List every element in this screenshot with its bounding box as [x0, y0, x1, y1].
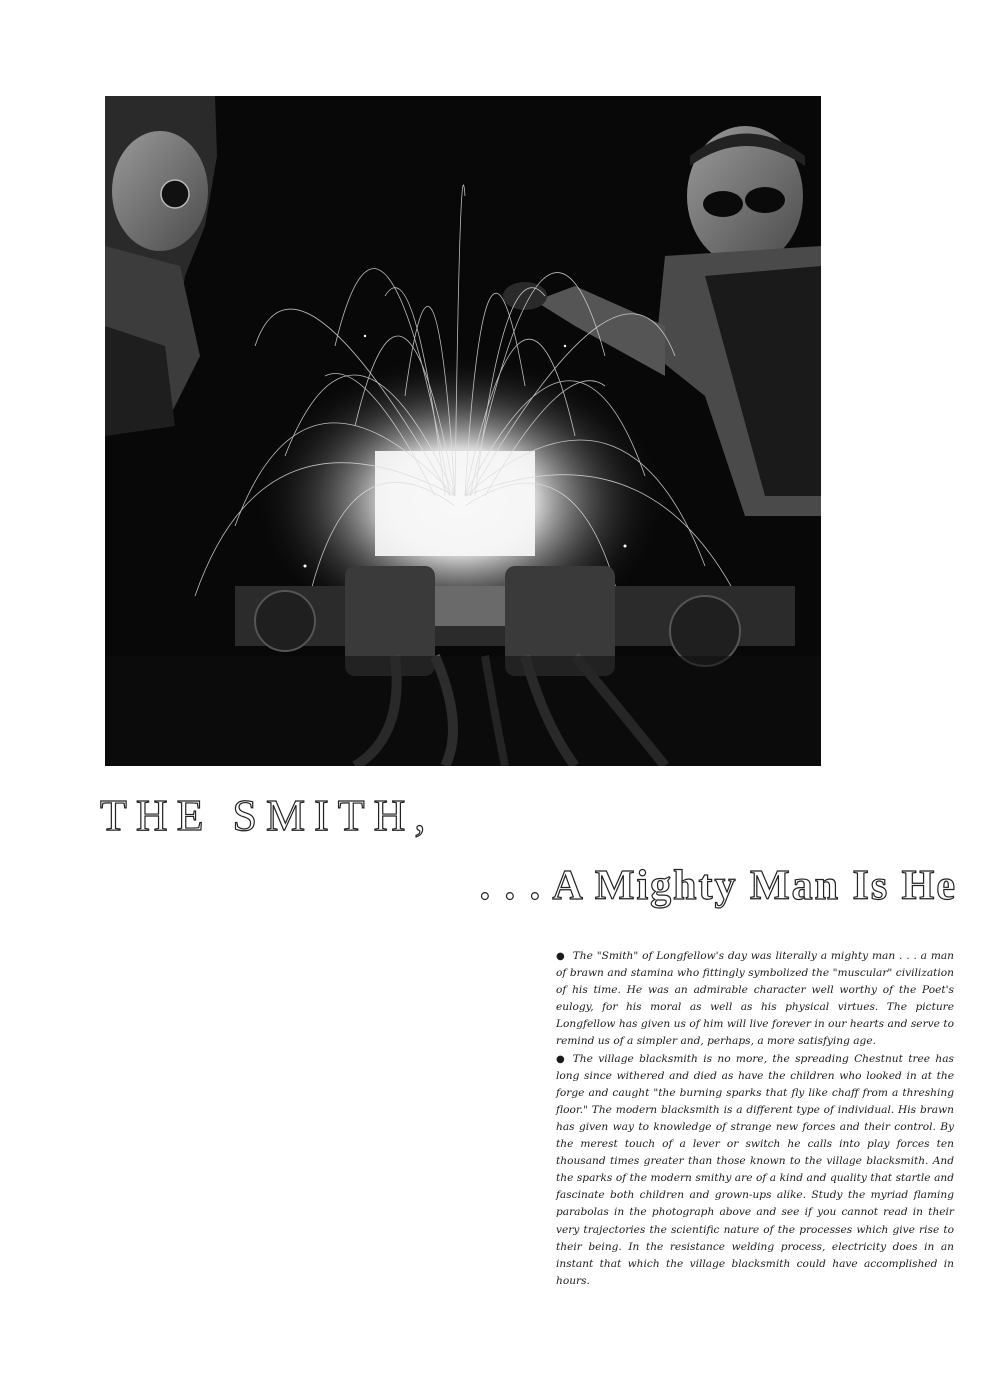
bullet-icon: ●	[556, 1053, 565, 1065]
bullet-icon: ●	[556, 951, 565, 962]
article-body	[556, 948, 954, 1290]
article-paragraph	[556, 1051, 954, 1290]
weld-hotspot	[375, 451, 535, 556]
page-subtitle: . . . A Mighty Man Is He	[479, 863, 957, 909]
welding-photo	[105, 96, 821, 766]
paragraph-text: The "Smith" of Longfellow's day was literally a mighty man . . . a man of brawn and stamina who fittingly symbolized the "muscular" civilization of his time. He was an admirable character well worthy of the Poet's eulogy, for his moral as well as his physical virtues. The picture Longfellow has given us of him will live forever in our hearts and serve to remind us of a simpler and, perhaps, a more satisfying age.	[556, 950, 954, 1048]
paragraph-text: The village blacksmith is no more, the spreading Chestnut tree has long since withered and died as have the children who looked in at the forge and caught "the burning sparks that fly like chaff from a threshing floor." The modern blacksmith is a different type of individual. His brawn has given way to knowledge of strange new forces and their control. By the merest touch of a lever or switch he calls into play forces ten thousand times greater than those known to the village blacksmith. And the sparks of the modern smithy are of a kind and quality that startle and fascinate both children and grown-ups alike. Study the myriad flaming parabolas in the photograph above and see if you cannot read in their very trajectories the scientific nature of the processes which give rise to their being. In the resistance welding process, electricity does in an instant that which the village blacksmith could have accomplished in hours.	[556, 1052, 954, 1287]
page-title: THE SMITH,	[100, 791, 435, 840]
welding-photo-illustration	[105, 96, 821, 766]
article-paragraph	[556, 948, 954, 1051]
